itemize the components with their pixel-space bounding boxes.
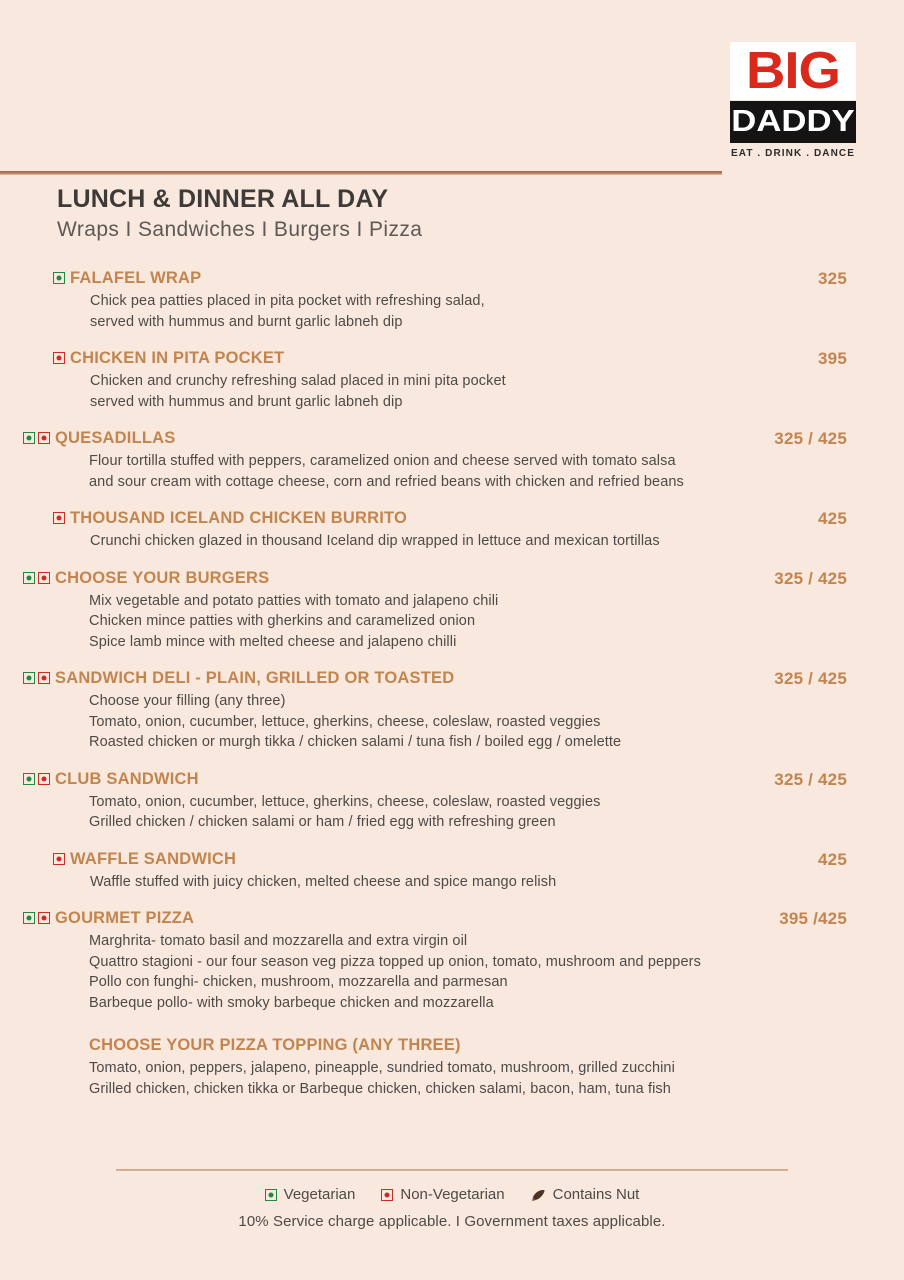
description-line: and sour cream with cottage cheese, corn and refried beans with chicken and refried beans: [89, 473, 684, 490]
description-line: Tomato, onion, cucumber, lettuce, gherkins, cheese, coleslaw, roasted veggies: [89, 713, 601, 730]
veg-mark-icon: [23, 672, 35, 684]
footer-note: 10% Service charge applicable. I Government taxes applicable.: [238, 1213, 666, 1230]
menu-item-price: 325 / 425: [774, 769, 847, 789]
menu-item-description: [89, 451, 847, 492]
menu-item-description: [89, 931, 847, 1013]
nonveg-mark-icon: [53, 352, 65, 364]
menu-item: [0, 908, 904, 1013]
pizza-topping-block: [0, 1035, 904, 1099]
veg-mark-icon: [23, 572, 35, 584]
description-line: Waffle stuffed with juicy chicken, melted cheese and spice mango relish: [90, 873, 557, 890]
menu-item-header: [70, 508, 847, 529]
menu-item-title: CHOOSE YOUR BURGERS: [55, 568, 270, 587]
footer-divider: [116, 1169, 788, 1171]
diet-marks: [23, 432, 50, 444]
legend-label: Contains Nut: [552, 1186, 640, 1203]
menu-item-title: CHICKEN IN PITA POCKET: [70, 349, 285, 367]
legend-entry: [265, 1185, 356, 1205]
diet-marks: [23, 773, 50, 785]
menu-item-price: 325 / 425: [774, 669, 847, 688]
description-line: Grilled chicken, chicken tikka or Barbeque chicken, chicken salami, bacon, ham, tuna fish: [89, 1080, 671, 1097]
menu-item-price: 325 / 425: [774, 568, 847, 588]
menu-item-header: [55, 428, 847, 449]
menu-item-header: [55, 668, 847, 689]
logo-daddy-box: [730, 101, 856, 143]
menu-item-description: [90, 371, 847, 412]
menu-item-header: [55, 568, 847, 589]
section-header: [57, 184, 422, 243]
logo-big-text: BIG: [746, 42, 840, 100]
description-line: Chicken mince patties with gherkins and caramelized onion: [89, 613, 476, 629]
menu-item-title: QUESADILLAS: [55, 429, 176, 447]
menu-item-price: 395: [818, 349, 847, 368]
logo-big-box: [730, 42, 856, 100]
description-line: Pollo con funghi- chicken, mushroom, mozzarella and parmesan: [89, 974, 508, 990]
page-subtitle: Wraps I Sandwiches I Burgers I Pizza: [57, 218, 423, 241]
veg-mark-icon: [265, 1189, 277, 1201]
description-line: Marghrita- tomato basil and mozzarella and extra virgin oil: [89, 933, 468, 949]
menu-item-description: [90, 291, 847, 332]
veg-mark-icon: [23, 773, 35, 785]
diet-marks: [23, 672, 50, 684]
description-line: Crunchi chicken glazed in thousand Iceland dip wrapped in lettuce and mexican tortillas: [90, 533, 660, 549]
menu-item-header: [55, 908, 847, 929]
menu-item: [0, 508, 904, 552]
menu-item: [0, 568, 904, 653]
description-line: Barbeque pollo- with smoky barbeque chicken and mozzarella: [89, 994, 494, 1011]
menu-item-price: 425: [818, 849, 847, 869]
menu-item-title: GOURMET PIZZA: [55, 909, 195, 927]
description-line: Spice lamb mince with melted cheese and jalapeno chilli: [89, 633, 457, 650]
diet-marks: [23, 912, 50, 924]
nonveg-mark-icon: [53, 853, 65, 865]
nonveg-mark-icon: [38, 773, 50, 785]
pizza-topping-title: CHOOSE YOUR PIZZA TOPPING (ANY THREE): [89, 1036, 461, 1054]
legend-label: Vegetarian: [283, 1186, 356, 1203]
nonveg-mark-icon: [381, 1189, 393, 1201]
menu-item-price: 425: [818, 509, 847, 528]
legend: [0, 1185, 904, 1205]
menu-item-title: WAFFLE SANDWICH: [70, 849, 237, 868]
menu-item-price: 325: [818, 269, 847, 288]
menu-item-description: [90, 531, 847, 552]
description-line: served with hummus and burnt garlic labneh dip: [90, 313, 403, 330]
header-divider: [0, 171, 722, 175]
menu-item-list: [0, 268, 904, 1099]
page-title: LUNCH & DINNER ALL DAY: [57, 185, 389, 213]
description-line: Chick pea patties placed in pita pocket with refreshing salad,: [90, 293, 485, 309]
menu-item-header: [70, 268, 847, 289]
brand-logo: [730, 42, 856, 159]
menu-item-title: FALAFEL WRAP: [70, 269, 202, 287]
legend-entry: [381, 1185, 504, 1205]
menu-item-header: [70, 849, 847, 870]
nonveg-mark-icon: [53, 512, 65, 524]
menu-item-description: [89, 792, 847, 833]
legend-label: Non-Vegetarian: [400, 1186, 505, 1203]
pizza-topping-description: [89, 1058, 847, 1099]
description-line: Flour tortilla stuffed with peppers, caramelized onion and cheese served with tomato salsa: [89, 453, 676, 469]
menu-item: [0, 769, 904, 833]
description-line: Roasted chicken or murgh tikka / chicken salami / tuna fish / boiled egg / omelette: [89, 734, 622, 750]
description-line: Tomato, onion, peppers, jalapeno, pineapple, sundried tomato, mushroom, grilled zucchini: [89, 1060, 675, 1076]
menu-item: [0, 668, 904, 753]
nut-icon: [531, 1189, 546, 1202]
menu-item: [0, 428, 904, 492]
menu-item-title: SANDWICH DELI - PLAIN, GRILLED OR TOASTED: [55, 669, 455, 687]
menu-item-description: [89, 691, 847, 753]
menu-item: [0, 268, 904, 332]
description-line: Chicken and crunchy refreshing salad placed in mini pita pocket: [90, 373, 506, 389]
description-line: Choose your filling (any three): [89, 693, 286, 709]
description-line: Tomato, onion, cucumber, lettuce, gherkins, cheese, coleslaw, roasted veggies: [89, 793, 601, 810]
nonveg-mark-icon: [38, 912, 50, 924]
description-line: Mix vegetable and potato patties with tomato and jalapeno chili: [89, 592, 499, 609]
veg-mark-icon: [23, 432, 35, 444]
menu-item-header: [70, 348, 847, 369]
menu-item-title: CLUB SANDWICH: [55, 769, 199, 788]
diet-marks: [53, 853, 65, 865]
legend-entry: [531, 1185, 640, 1205]
logo-daddy-text: DADDY: [731, 103, 855, 138]
nonveg-mark-icon: [38, 572, 50, 584]
description-line: served with hummus and brunt garlic labneh dip: [90, 393, 403, 410]
diet-marks: [53, 512, 65, 524]
diet-marks: [23, 572, 50, 584]
diet-marks: [53, 352, 65, 364]
menu-item: [0, 348, 904, 412]
veg-mark-icon: [53, 272, 65, 284]
menu-item-price: 395 /425: [779, 909, 847, 928]
menu-item: [0, 849, 904, 893]
menu-item-description: [89, 591, 847, 653]
diet-marks: [53, 272, 65, 284]
veg-mark-icon: [23, 912, 35, 924]
description-line: Grilled chicken / chicken salami or ham / fried egg with refreshing green: [89, 814, 556, 830]
menu-item-title: THOUSAND ICELAND CHICKEN BURRITO: [70, 509, 408, 527]
menu-item-price: 325 / 425: [774, 429, 847, 448]
menu-item-header: [55, 769, 847, 790]
description-line: Quattro stagioni - our four season veg pizza topped up onion, tomato, mushroom and peppers: [89, 953, 701, 970]
logo-tagline: EAT . DRINK . DANCE: [730, 148, 856, 159]
nonveg-mark-icon: [38, 672, 50, 684]
nonveg-mark-icon: [38, 432, 50, 444]
menu-footer: [0, 1169, 904, 1232]
menu-item-description: [90, 872, 847, 893]
